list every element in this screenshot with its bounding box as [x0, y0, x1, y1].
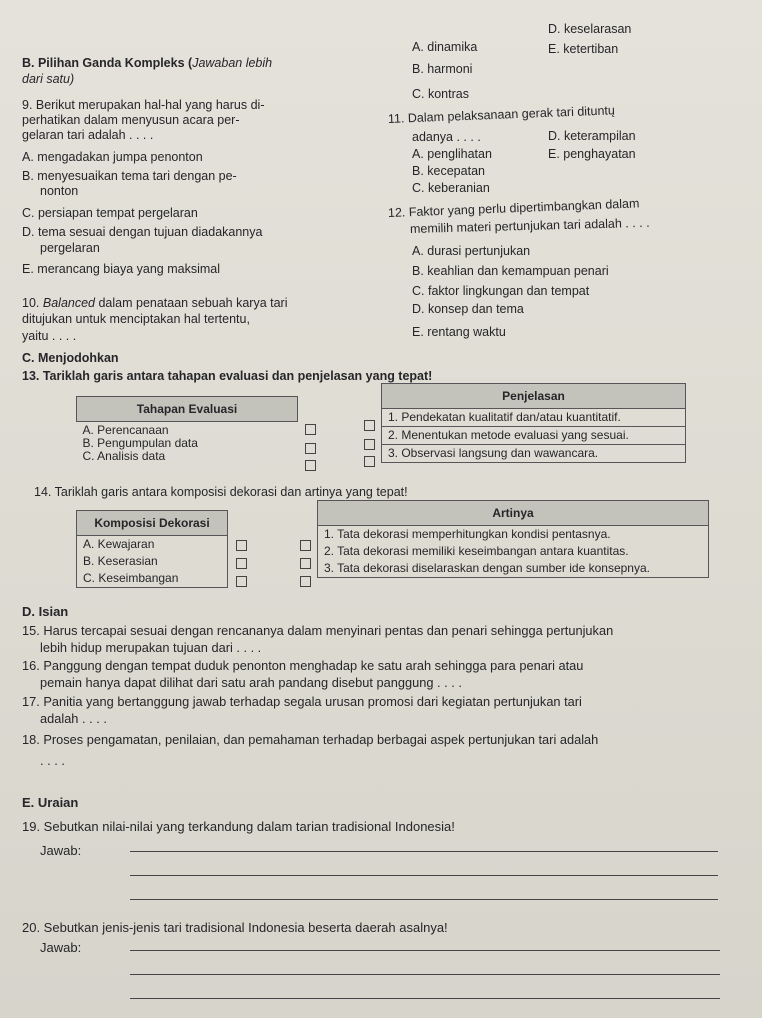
q14-dot-3[interactable]: [300, 576, 311, 587]
q14-left-row: B. Keserasian: [77, 553, 228, 570]
q10-option-a: A. dinamika: [412, 40, 478, 54]
q9-option-a: A. mengadakan jumpa penonton: [22, 150, 203, 164]
q10-option-c: C. kontras: [412, 87, 469, 101]
q10-line1: 10. Balanced dalam penataan sebuah karya tari: [22, 296, 288, 310]
q13-left-table: [76, 396, 298, 463]
q11-line1: 11. Dalam pelaksanaan gerak tari dituntų: [387, 103, 616, 126]
q14-right-row: 1. Tata dekorasi memperhitungkan kondisi pentasnya.: [318, 526, 709, 544]
q14-right-row: 3. Tata dekorasi diselaraskan dengan sumber ide konsepnya.: [318, 560, 709, 578]
section-b-heading: B. Pilihan Ganda Kompleks (Jawaban lebih: [22, 56, 273, 70]
q10-option-b: B. harmoni: [412, 62, 473, 76]
q13-left-header: Tahapan Evaluasi: [77, 397, 298, 422]
q10-line2: ditujukan untuk menciptakan hal tertentu,: [22, 312, 250, 326]
q13-left-row: C. Analisis data: [82, 449, 166, 463]
q11-option-c: C. keberanian: [412, 181, 490, 195]
q14-right-header: Artinya: [318, 501, 709, 526]
q12-option-e: E. rentang waktu: [412, 325, 506, 339]
q14-dot-c[interactable]: [236, 576, 247, 587]
q18-line2: . . . .: [40, 753, 65, 768]
q18-line1: 18. Proses pengamatan, penilaian, dan pemahaman terhadap berbagai aspek pertunjukan tari adalah: [22, 732, 599, 747]
q14-left-header: Komposisi Dekorasi: [77, 511, 228, 536]
q10-option-e: E. ketertiban: [548, 42, 619, 56]
q12-option-d: D. konsep dan tema: [412, 302, 524, 316]
q13-right-row: 3. Observasi langsung dan wawancara.: [382, 445, 686, 463]
q9-line2: perhatikan dalam menyusun acara per-: [22, 113, 240, 127]
q9-option-c: C. persiapan tempat pergelaran: [22, 206, 198, 220]
q20-answer-label: Jawab:: [40, 940, 82, 955]
section-e-heading: E. Uraian: [22, 795, 79, 810]
q16-line2: pemain hanya dapat dilihat dari satu arah pandang disebut panggung . . . .: [40, 675, 462, 690]
q19-prompt: 19. Sebutkan nilai-nilai yang terkandung dalam tarian tradisional Indonesia!: [22, 819, 455, 834]
q9-option-d: D. tema sesuai dengan tujuan diadakannya: [22, 225, 263, 239]
q20-answer-line-1[interactable]: [130, 950, 720, 951]
q13-right-header: Penjelasan: [382, 384, 686, 409]
q14-left-row: C. Keseimbangan: [77, 570, 228, 588]
q14-dot-1[interactable]: [300, 540, 311, 551]
q20-answer-line-2[interactable]: [130, 974, 720, 975]
q9-option-b-cont: nonton: [40, 184, 79, 198]
q9-option-d-cont: pergelaran: [40, 241, 100, 255]
q19-answer-line-2[interactable]: [130, 875, 718, 876]
q9-option-e: E. merancang biaya yang maksimal: [22, 262, 221, 276]
q9-option-b: B. menyesuaikan tema tari dengan pe-: [22, 169, 237, 183]
section-d-heading: D. Isian: [22, 604, 69, 619]
q11-option-b: B. kecepatan: [412, 164, 485, 178]
q11-option-d: D. keterampilan: [548, 129, 636, 143]
q15-line2: lebih hidup merupakan tujuan dari . . . .: [40, 640, 262, 655]
q11-option-a: A. penglihatan: [412, 147, 492, 161]
q11-option-e: E. penghayatan: [548, 147, 636, 161]
q14-right-row: 2. Tata dekorasi memiliki keseimbangan antara kuantitas.: [318, 543, 709, 560]
q10-line3: yaitu . . . .: [22, 329, 77, 343]
q16-line1: 16. Panggung dengan tempat duduk penonton menghadap ke satu arah sehingga para penari atau: [22, 658, 584, 673]
q19-answer-label: Jawab:: [40, 843, 82, 858]
q10-option-d: D. keselarasan: [548, 22, 632, 36]
q12-line2: memilih materi pertunjukan tari adalah . . . .: [409, 215, 650, 236]
q14-left-table: [76, 510, 228, 588]
q20-answer-line-3[interactable]: [130, 998, 720, 999]
q13-dot-3[interactable]: [364, 456, 375, 467]
q13-right-row: 1. Pendekatan kualitatif dan/atau kuantitatif.: [382, 409, 686, 427]
q13-dot-a[interactable]: [305, 424, 316, 435]
q13-left-row: A. Perencanaan: [82, 423, 169, 437]
q19-answer-line-1[interactable]: [130, 851, 718, 852]
q14-right-table: [317, 500, 709, 578]
q13-left-row: B. Pengumpulan data: [82, 436, 198, 450]
section-b-heading-line2: dari satu): [22, 72, 75, 86]
q14-dot-b[interactable]: [236, 558, 247, 569]
q12-option-c: C. faktor lingkungan dan tempat: [412, 284, 590, 298]
q13-dot-c[interactable]: [305, 460, 316, 471]
q14-dot-a[interactable]: [236, 540, 247, 551]
q13-right-row: 2. Menentukan metode evaluasi yang sesuai.: [382, 427, 686, 445]
q9-line3: gelaran tari adalah . . . .: [22, 128, 154, 142]
q13-dot-1[interactable]: [364, 420, 375, 431]
section-c-heading: C. Menjodohkan: [22, 351, 119, 365]
q20-prompt: 20. Sebutkan jenis-jenis tari tradisional Indonesia beserta daerah asalnya!: [22, 920, 448, 935]
q12-option-a: A. durasi pertunjukan: [412, 244, 531, 258]
q11-line2: adanya . . . .: [412, 130, 481, 144]
q13-right-table: [381, 383, 686, 463]
q13-prompt: 13. Tariklah garis antara tahapan evaluasi dan penjelasan yang tepat!: [22, 369, 433, 383]
q12-option-b: B. keahlian dan kemampuan penari: [412, 264, 609, 278]
q17-line1: 17. Panitia yang bertanggung jawab terhadap segala urusan promosi dari kegiatan pertunjukan tari: [22, 694, 582, 709]
q14-left-row: A. Kewajaran: [77, 536, 228, 554]
q17-line2: adalah . . . .: [40, 711, 107, 726]
q19-answer-line-3[interactable]: [130, 899, 718, 900]
q14-prompt: 14. Tariklah garis antara komposisi dekorasi dan artinya yang tepat!: [34, 485, 408, 499]
q13-dot-b[interactable]: [305, 443, 316, 454]
q13-dot-2[interactable]: [364, 439, 375, 450]
q15-line1: 15. Harus tercapai sesuai dengan rencananya dalam menyinari pentas dan penari sehingga pertunjukan: [22, 623, 614, 638]
q14-dot-2[interactable]: [300, 558, 311, 569]
q12-line1: 12. Faktor yang perlu dipertimbangkan dalam: [387, 196, 640, 220]
q9-line1: 9. Berikut merupakan hal-hal yang harus di-: [22, 98, 265, 112]
